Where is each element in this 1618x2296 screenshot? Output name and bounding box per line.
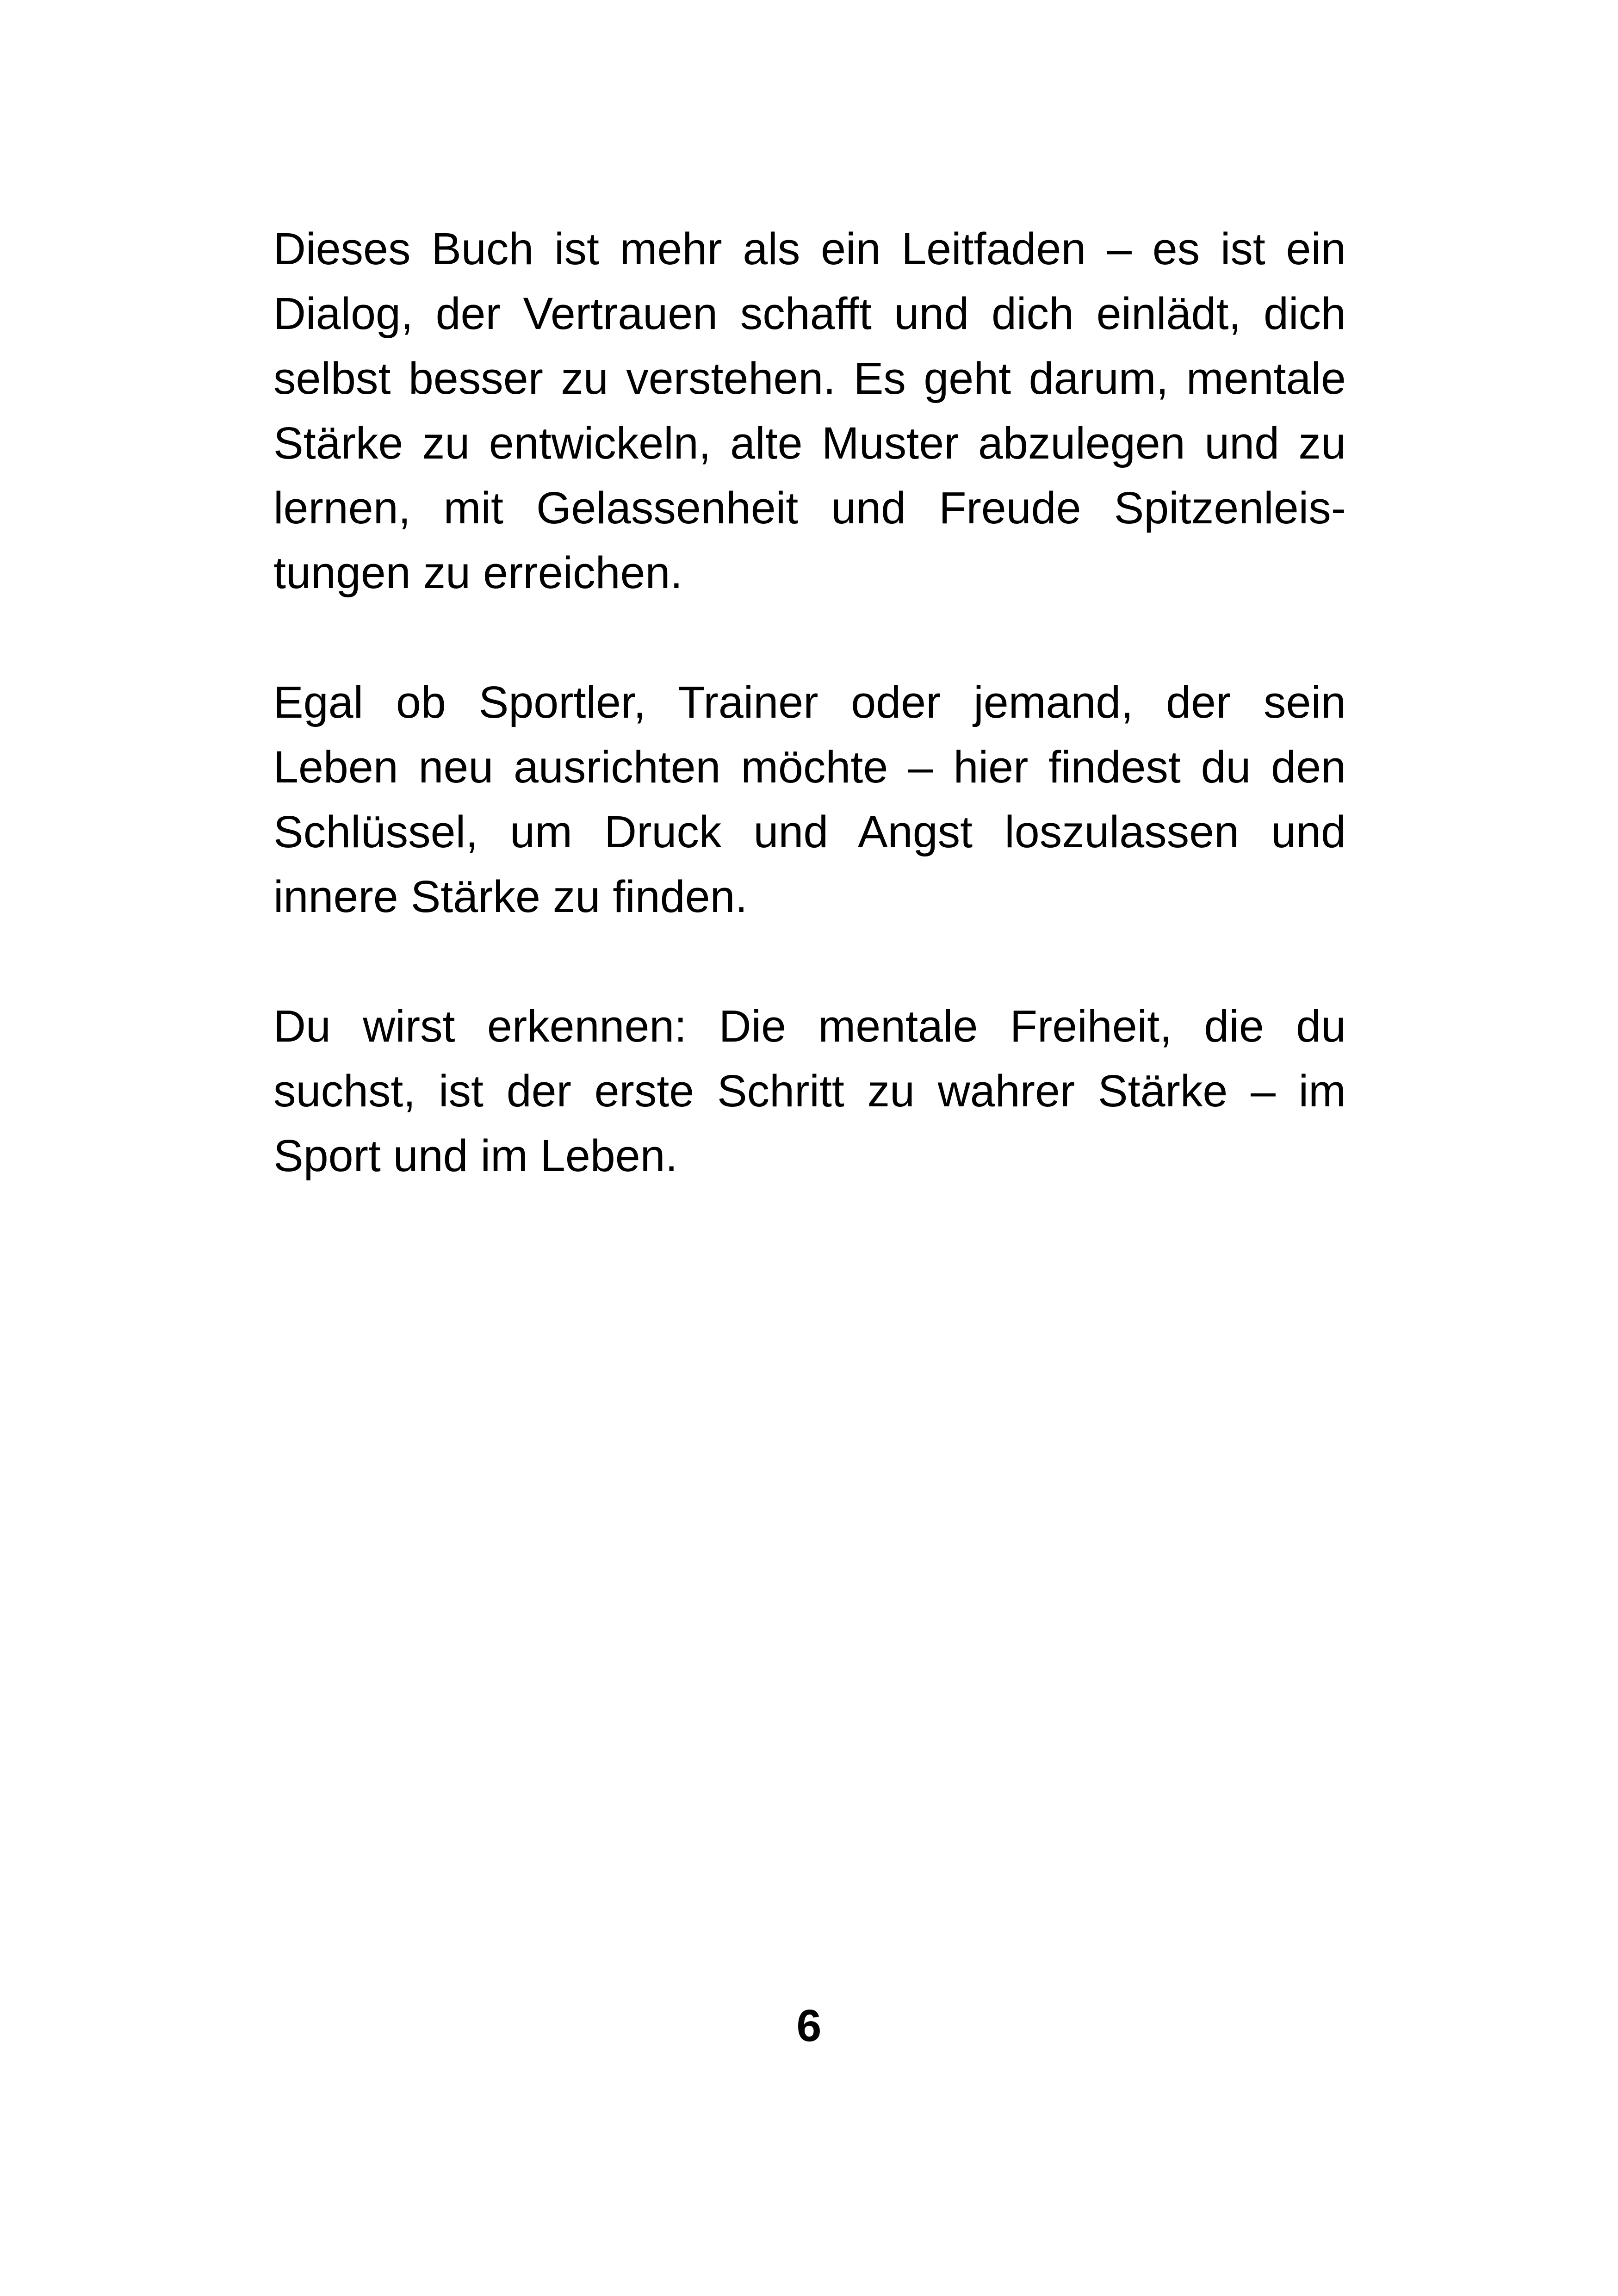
page-number: 6 (796, 2000, 822, 2051)
text-line: innere Stärke zu finden. (273, 871, 748, 922)
text-line: Stärke zu entwickeln, alte Muster abzulegen und zu (273, 418, 1346, 468)
text-line: Dieses Buch ist mehr als ein Leitfaden – es ist ein (273, 223, 1346, 274)
paragraph-spacer (273, 605, 1346, 670)
text-line: tungen zu erreichen. (273, 547, 683, 598)
text-line: lernen, mit Gelassenheit und Freude Spitzenleis- (273, 483, 1346, 533)
text-line: Egal ob Sportler, Trainer oder jemand, der sein (273, 677, 1346, 727)
text-line: selbst besser zu verstehen. Es geht darum, mentale (273, 353, 1346, 403)
body-text (273, 217, 1346, 1188)
text-line: Sport und im Leben. (273, 1130, 678, 1181)
text-line: Leben neu ausrichten möchte – hier findest du den (273, 742, 1346, 792)
paragraph-spacer (273, 929, 1346, 994)
text-line: suchst, ist der erste Schritt zu wahrer Stärke – im (273, 1066, 1346, 1116)
paragraph-1 (273, 217, 1346, 605)
text-line: Dialog, der Vertrauen schafft und dich einlädt, dich (273, 288, 1346, 339)
paragraph-2 (273, 670, 1346, 929)
text-line: Schlüssel, um Druck und Angst loszulassen und (273, 807, 1346, 857)
text-line: Du wirst erkennen: Die mentale Freiheit, die du (273, 1001, 1346, 1051)
paragraph-3 (273, 994, 1346, 1188)
